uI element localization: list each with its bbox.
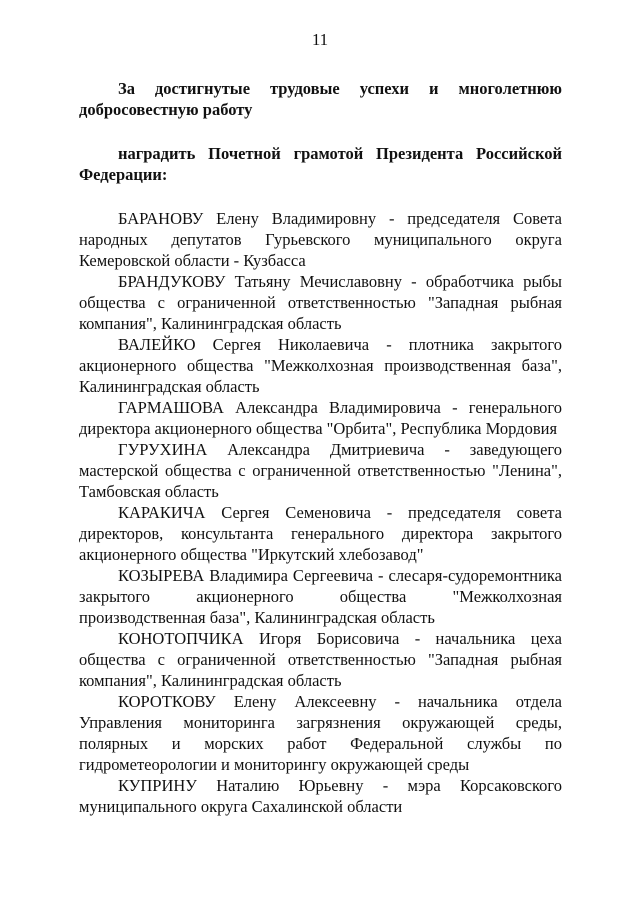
awardee-entry-10: КУПРИНУ Наталию Юрьевну - мэра Корсаковского муниципального округа Сахалинской области	[79, 776, 562, 816]
awardee-entry-6: КАРАКИЧА Сергея Семеновича - председателя совета директоров, консультанта генерального директора закрытого акционерного общества "Иркутский хлебозавод"	[79, 503, 562, 564]
awardee-entry-5: ГУРУХИНА Александра Дмитриевича - заведующего мастерской общества с ограниченной ответственностью "Ленина", Тамбовская область	[79, 440, 562, 501]
awardee-list	[79, 208, 562, 817]
awardee-entry-8: КОНОТОПЧИКА Игоря Борисовича - начальника цеха общества с ограниченной ответственностью "Западная рыбная компания", Калининградская область	[79, 629, 562, 690]
decree-text: наградить Почетной грамотой Президента Российской Федерации:	[79, 144, 562, 184]
awardee-entry-2: БРАНДУКОВУ Татьяну Мечиславовну - обработчика рыбы общества с ограниченной ответственностью "Западная рыбная компания", Калининградская область	[79, 272, 562, 333]
awardee-entry-3: ВАЛЕЙКО Сергея Николаевича - плотника закрытого акционерного общества "Межколхозная производственная база", Калининградская область	[79, 335, 562, 396]
awardee-entry-9: КОРОТКОВУ Елену Алексеевну - начальника отдела Управления мониторинга загрязнения окружающей среды, полярных и морских работ Федеральной службы по гидрометеорологии и мониторингу окружающей среды	[79, 692, 562, 774]
document-body	[79, 78, 562, 817]
awardee-entry-7: КОЗЫРЕВА Владимира Сергеевича - слесаря-судоремонтника закрытого акционерного общества "Межколхозная производственная база", Калининградская область	[79, 566, 562, 627]
awardee-entry-4: ГАРМАШОВА Александра Владимировича - генерального директора акционерного общества "Орбита", Республика Мордовия	[79, 398, 562, 438]
preamble-text: За достигнутые трудовые успехи и многолетнюю добросовестную работу	[79, 79, 562, 119]
page-number: 11	[311, 30, 329, 49]
awardee-entry-1: БАРАНОВУ Елену Владимировну - председателя Совета народных депутатов Гурьевского муниципального округа Кемеровской области - Кузбасса	[79, 209, 562, 270]
